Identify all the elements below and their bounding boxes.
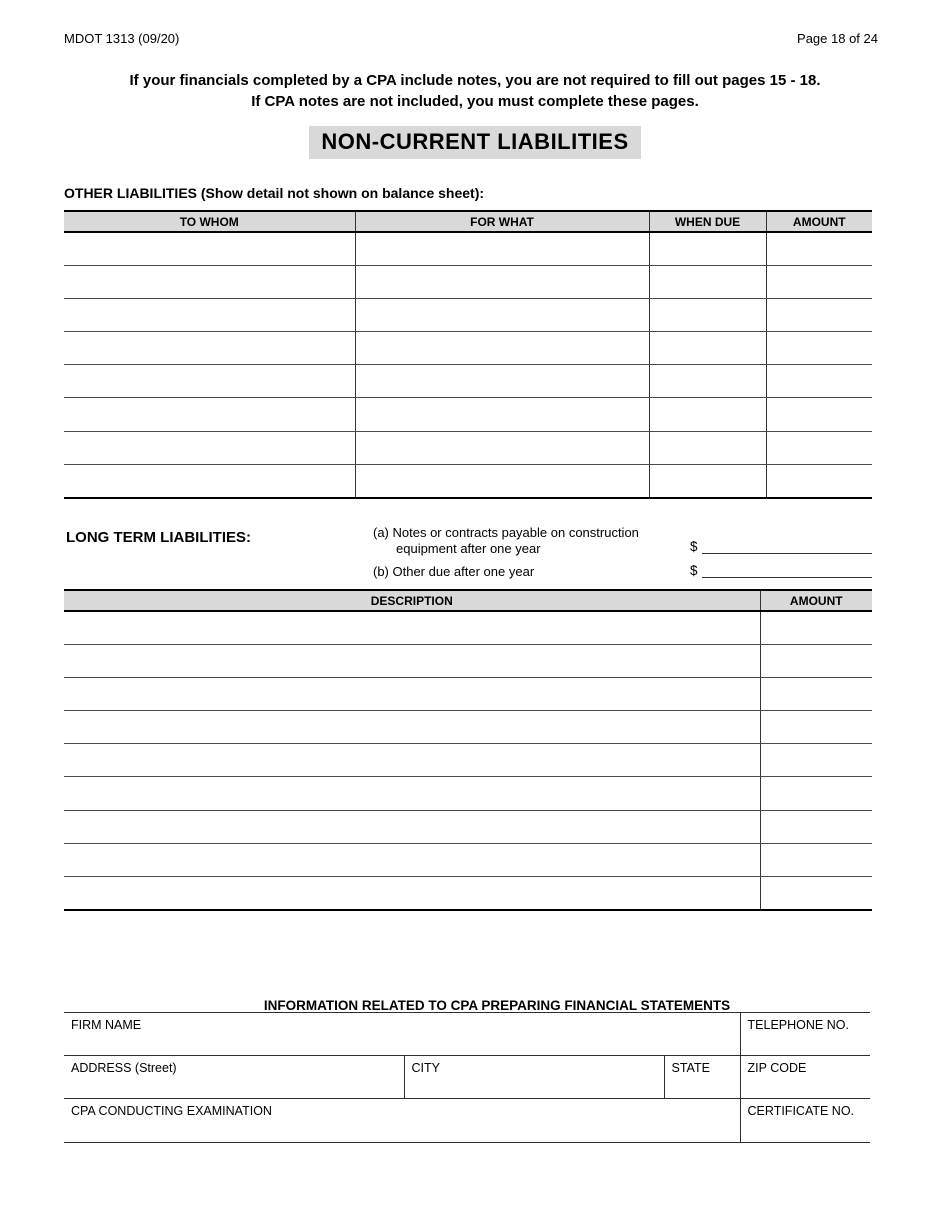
cpa-row-examiner [64, 1099, 870, 1143]
empty-cell[interactable] [355, 232, 649, 265]
long-term-liabilities-heading: LONG TERM LIABILITIES: [66, 529, 251, 546]
title-row [0, 126, 950, 159]
description-table [64, 589, 872, 911]
empty-cell[interactable] [760, 711, 872, 744]
ltl-item-a-line2: equipment after one year [396, 540, 541, 556]
empty-cell[interactable] [766, 398, 872, 431]
empty-cell[interactable] [649, 332, 766, 365]
ltl-item-a-line1: (a) Notes or contracts payable on construction [373, 525, 639, 540]
cpa-section-heading: INFORMATION RELATED TO CPA PREPARING FINANCIAL STATEMENTS [263, 998, 731, 1013]
column-header-amount: AMOUNT [760, 590, 872, 611]
empty-cell[interactable] [64, 332, 355, 365]
dollar-sign: $ [690, 539, 698, 554]
empty-cell[interactable] [766, 265, 872, 298]
empty-cell[interactable] [760, 611, 872, 644]
instructions-line-1: If your financials completed by a CPA include notes, you are not required to fill out pages 15 - 18. [129, 72, 821, 89]
ltl-item-a-amount-field [690, 536, 872, 554]
empty-cell[interactable] [766, 431, 872, 464]
empty-cell[interactable] [355, 298, 649, 331]
empty-cell[interactable] [64, 365, 355, 398]
empty-row [64, 398, 872, 431]
empty-cell[interactable] [649, 398, 766, 431]
empty-cell[interactable] [64, 298, 355, 331]
other-liabilities-table [64, 210, 872, 499]
cpa-examiner-field[interactable]: CPA CONDUCTING EXAMINATION [64, 1099, 740, 1143]
empty-row [64, 365, 872, 398]
empty-cell[interactable] [760, 877, 872, 910]
empty-cell[interactable] [355, 365, 649, 398]
empty-cell[interactable] [64, 611, 760, 644]
ltl-item-b-amount-line[interactable] [702, 560, 872, 578]
other-liabilities-heading: OTHER LIABILITIES (Show detail not shown on balance sheet): [64, 185, 485, 201]
zip-code-field[interactable]: ZIP CODE [740, 1056, 870, 1099]
empty-cell[interactable] [64, 464, 355, 497]
empty-cell[interactable] [649, 365, 766, 398]
state-field[interactable]: STATE [664, 1056, 740, 1099]
empty-cell[interactable] [649, 298, 766, 331]
ltl-item-b-amount-field [690, 560, 872, 578]
empty-cell[interactable] [64, 265, 355, 298]
column-header-for-what: FOR WHAT [355, 211, 649, 232]
instructions-line-2: If CPA notes are not included, you must complete these pages. [251, 93, 699, 110]
empty-cell[interactable] [64, 777, 760, 810]
firm-name-field[interactable]: FIRM NAME [64, 1013, 740, 1056]
empty-cell[interactable] [766, 298, 872, 331]
empty-cell[interactable] [355, 464, 649, 497]
empty-cell[interactable] [766, 332, 872, 365]
other-liabilities-header-row [64, 211, 872, 232]
empty-row [64, 464, 872, 497]
cpa-row-address [64, 1056, 870, 1099]
empty-row [64, 711, 872, 744]
page-number: Page 18 of 24 [797, 31, 878, 46]
empty-row [64, 677, 872, 710]
empty-row [64, 877, 872, 910]
ltl-item-b-label [373, 564, 685, 580]
description-header-row [64, 590, 872, 611]
ltl-item-a-label [373, 525, 685, 556]
empty-row [64, 611, 872, 644]
empty-cell[interactable] [64, 232, 355, 265]
empty-cell[interactable] [355, 398, 649, 431]
empty-cell[interactable] [64, 877, 760, 910]
empty-cell[interactable] [64, 843, 760, 876]
column-header-to-whom: TO WHOM [64, 211, 355, 232]
empty-cell[interactable] [760, 744, 872, 777]
empty-cell[interactable] [760, 810, 872, 843]
column-header-when-due: WHEN DUE [649, 211, 766, 232]
empty-cell[interactable] [760, 777, 872, 810]
empty-cell[interactable] [64, 677, 760, 710]
empty-cell[interactable] [766, 232, 872, 265]
ltl-item-a-amount-line[interactable] [702, 536, 872, 554]
empty-cell[interactable] [64, 810, 760, 843]
dollar-sign: $ [690, 563, 698, 578]
empty-cell[interactable] [64, 644, 760, 677]
empty-cell[interactable] [64, 398, 355, 431]
empty-cell[interactable] [760, 843, 872, 876]
empty-row [64, 810, 872, 843]
cpa-info-table [64, 1012, 870, 1143]
empty-row [64, 232, 872, 265]
empty-cell[interactable] [649, 232, 766, 265]
empty-cell[interactable] [64, 711, 760, 744]
empty-cell[interactable] [649, 464, 766, 497]
empty-row [64, 298, 872, 331]
empty-cell[interactable] [649, 431, 766, 464]
empty-row [64, 777, 872, 810]
empty-cell[interactable] [64, 744, 760, 777]
cpa-row-firm [64, 1013, 870, 1056]
empty-cell[interactable] [760, 644, 872, 677]
certificate-no-field[interactable]: CERTIFICATE NO. [740, 1099, 870, 1143]
empty-cell[interactable] [766, 464, 872, 497]
empty-cell[interactable] [355, 431, 649, 464]
address-field[interactable]: ADDRESS (Street) [64, 1056, 404, 1099]
empty-cell[interactable] [355, 265, 649, 298]
form-number: MDOT 1313 (09/20) [64, 31, 180, 46]
column-header-amount: AMOUNT [766, 211, 872, 232]
city-field[interactable]: CITY [404, 1056, 664, 1099]
empty-row [64, 265, 872, 298]
empty-cell[interactable] [760, 677, 872, 710]
empty-cell[interactable] [766, 365, 872, 398]
empty-cell[interactable] [355, 332, 649, 365]
empty-row [64, 744, 872, 777]
empty-cell[interactable] [649, 265, 766, 298]
column-header-description: DESCRIPTION [64, 590, 760, 611]
ltl-item-b-line1: (b) Other due after one year [373, 564, 535, 579]
empty-row [64, 431, 872, 464]
cpa-instructions [0, 70, 950, 112]
page-title: NON-CURRENT LIABILITIES [309, 126, 640, 159]
empty-row [64, 332, 872, 365]
empty-row [64, 843, 872, 876]
empty-row [64, 644, 872, 677]
empty-cell[interactable] [64, 431, 355, 464]
telephone-field[interactable]: TELEPHONE NO. [740, 1013, 870, 1056]
